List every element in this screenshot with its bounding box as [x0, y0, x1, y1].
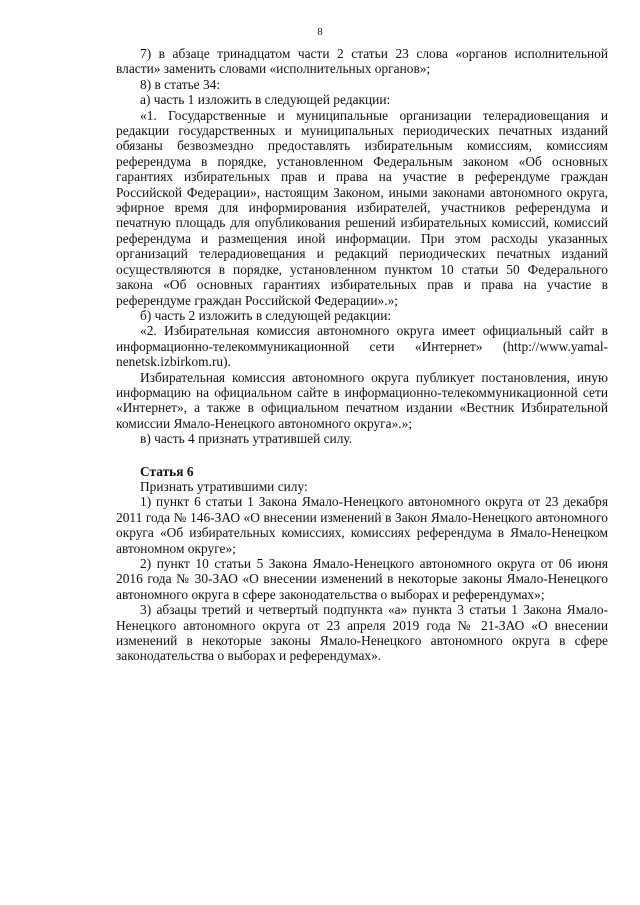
- paragraph-item-8: 8) в статье 34:: [140, 76, 221, 92]
- article-6-item-2: 2) пункт 10 статьи 5 Закона Ямало-Ненецкого автономного округа от 06 июня 2016 года № 30-ЗАО «О внесении изменений в некоторые законы Ямало-Ненецкого автономного округа в сфере законодательства о выборах и референдумах»;: [116, 556, 608, 602]
- paragraph-quote-part-2: «2. Избирательная комиссия автономного округа имеет официальный сайт в информационно-телекоммуникационной сети «Интернет» (http://www.yamal-nenetsk.izbirkom.ru).: [116, 323, 608, 370]
- document-body: [116, 46, 608, 664]
- article-6-item-3: 3) абзацы третий и четвертый подпункта «а» пункта 3 статьи 1 Закона Ямало-Ненецкого автономного округа от 23 апреля 2019 года № 21-ЗАО «О внесении изменений в некоторые законы Ямало-Ненецкого автономного округа в сфере законодательства о выборах и референдумах».: [116, 602, 608, 664]
- article-6-heading: Статья 6: [140, 463, 194, 479]
- paragraph-quote-part-1: «1. Государственные и муниципальные организации телерадиовещания и редакции государственных и муниципальных периодических печатных изданий обязаны безвозмездно предоставлять избирательным комиссиям, комиссиям референдума в порядке, установленном Федеральным законом «Об основных гарантиях избирательных прав и права на участие в референдуме граждан Российской Федерации», настоящим Законом, иными законами автономного округа, эфирное время для информирования избирателей, участников референдума и печатную площадь для опубликования решений избирательных комиссий, комиссий референдума и размещения иной информации. При этом расходы указанных организаций телерадиовещания и редакций периодических печатных изданий осуществляются в порядке, установленном пунктом 10 статьи 50 Федерального закона «Об основных гарантиях избирательных прав и права на участие в референдуме граждан Российской Федерации».»;: [116, 107, 608, 308]
- paragraph-publication: Избирательная комиссия автономного округа публикует постановления, иную информацию на официальном сайте в информационно-телекоммуникационной сети «Интернет», а также в официальном печатном издании «Вестник Избирательной комиссии Ямало-Ненецкого автономного округа».»;: [116, 369, 608, 431]
- paragraph-sub-a: а) часть 1 изложить в следующей редакции:: [140, 92, 391, 108]
- paragraph-item-7: 7) в абзаце тринадцатом части 2 статьи 23 слова «органов исполнительной власти» заменить словами «исполнительных органов»;: [116, 46, 608, 77]
- article-6-item-1: 1) пункт 6 статьи 1 Закона Ямало-Ненецкого автономного округа от 23 декабря 2011 года № 146-ЗАО «О внесении изменений в Закон Ямало-Ненецкого автономного округа «Об избирательных комиссиях, комиссиях референдума в Ямало-Ненецком автономном округе»;: [116, 494, 608, 556]
- paragraph-sub-b: б) часть 2 изложить в следующей редакции:: [140, 307, 392, 323]
- article-6-intro: Признать утратившими силу:: [140, 478, 308, 494]
- page-number: 8: [317, 26, 323, 38]
- paragraph-sub-v: в) часть 4 признать утратившей силу.: [140, 431, 353, 447]
